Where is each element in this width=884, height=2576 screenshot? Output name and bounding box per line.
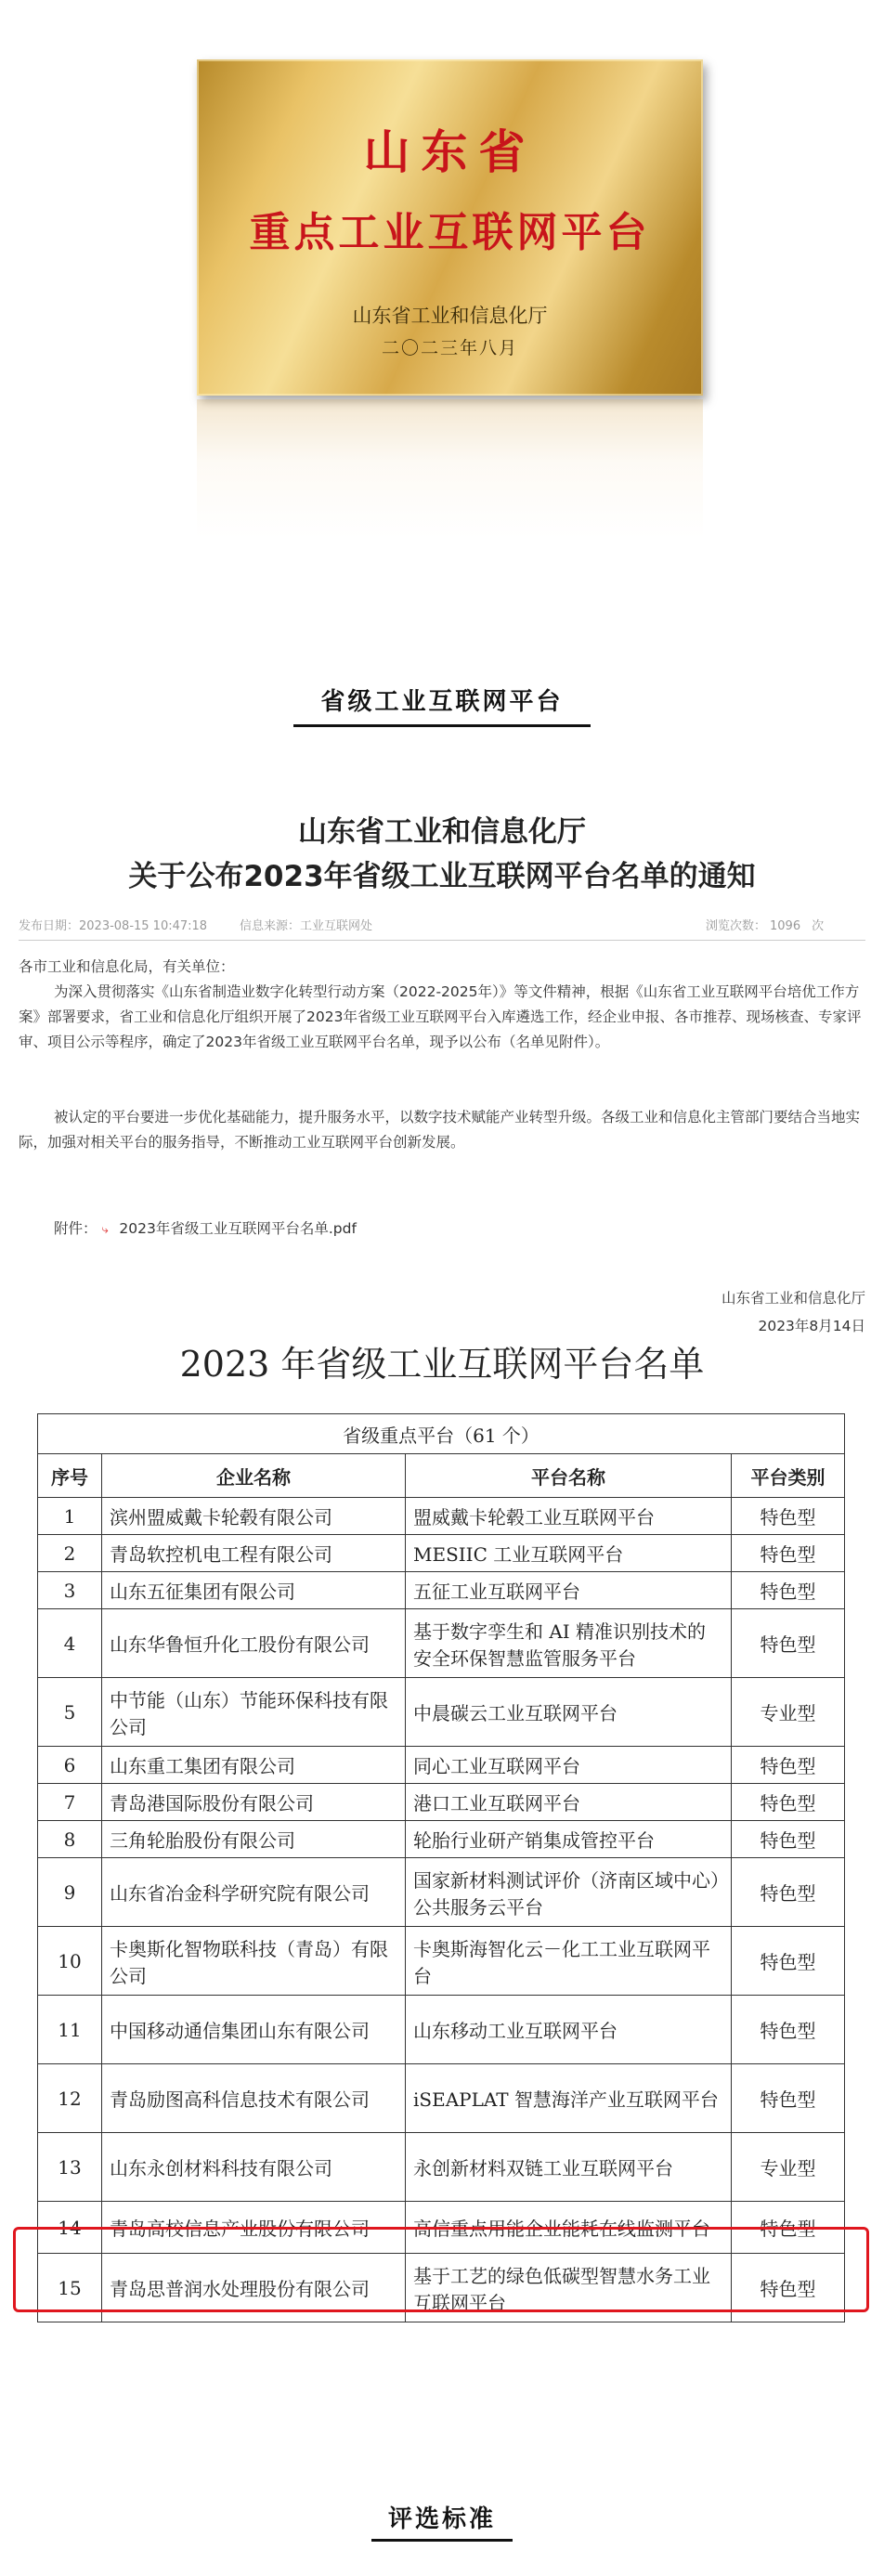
row-platform: 轮胎行业研产销集成管控平台 [406,1821,732,1858]
row-company: 山东华鲁恒升化工股份有限公司 [102,1609,406,1678]
row-platform: 盟威戴卡轮毂工业互联网平台 [406,1498,732,1535]
plaque-date: 二〇二三年八月 [381,338,518,358]
row-company: 山东永创材料科技有限公司 [102,2133,406,2202]
row-company: 滨州盟威戴卡轮毂有限公司 [102,1498,406,1535]
row-company: 山东省冶金科学研究院有限公司 [102,1858,406,1927]
signature-org: 山东省工业和信息化厅 [721,1290,865,1307]
plaque-reflection [197,399,703,539]
row-platform: 基于工艺的绿色低碳型智慧水务工业互联网平台 [406,2254,732,2322]
row-company: 青岛软控机电工程有限公司 [102,1535,406,1572]
table-row [38,1572,845,1609]
row-type: 特色型 [732,1609,845,1678]
publish-date: 发布日期：2023-08-15 10:47:18 [19,919,208,933]
row-type: 专业型 [732,1678,845,1747]
section-title-underline [293,724,591,727]
body-paragraph-1: 为深入贯彻落实《山东省制造业数字化转型行动方案（2022-2025年）》等文件精神，根据《山东省工业互联网平台培优工作方案》部署要求，省工业和信息化厅组织开展了2023年省级工业互联网平台入库遴选工作，经企业申报、各市推荐、现场核查、专家评审、项目公示等程序，确定了2023年省级工业互联网平台名单，现予以公布（名单见附件）。 [19,983,862,1050]
row-company: 青岛思普润水处理股份有限公司 [102,2254,406,2322]
table-row [38,1498,845,1535]
row-platform: 卡奥斯海智化云－化工工业互联网平台 [406,1927,732,1996]
row-index: 8 [38,1821,102,1858]
salutation: 各市工业和信息化局，有关单位： [19,958,235,975]
row-type: 特色型 [732,1858,845,1927]
row-index: 1 [38,1498,102,1535]
row-index: 9 [38,1858,102,1927]
table-row [38,1678,845,1747]
attachment [54,1217,357,1238]
header-platform: 平台名称 [406,1454,732,1498]
body-paragraph-2: 被认定的平台要进一步优化基础能力，提升服务水平，以数字技术赋能产业转型升级。各级工业和信息化主管部门要结合当地实际，加强对相关平台的服务指导，不断推动工业互联网平台创新发展。 [19,1109,861,1151]
row-platform: 五征工业互联网平台 [406,1572,732,1609]
table-row [38,1927,845,1996]
table-row [38,2133,845,2202]
row-type: 特色型 [732,1821,845,1858]
article-title-line1: 山东省工业和信息化厅 [298,815,586,849]
row-type: 专业型 [732,2133,845,2202]
table-row [38,2064,845,2133]
view-count [706,916,824,933]
row-index: 3 [38,1572,102,1609]
table-row [38,1747,845,1784]
row-company: 中节能（山东）节能环保科技有限公司 [102,1678,406,1747]
row-company: 山东重工集团有限公司 [102,1747,406,1784]
row-index: 14 [38,2202,102,2254]
table-row [38,1858,845,1927]
table-row [38,1996,845,2064]
criteria-title-underline [371,2539,513,2542]
article-title-line2: 关于公布2023年省级工业互联网平台名单的通知 [128,860,756,893]
info-source: 信息来源：工业互联网处 [240,919,373,933]
row-type: 特色型 [732,1572,845,1609]
plaque-title-line1: 山东省 [363,124,537,179]
row-platform: 高信重点用能企业能耗在线监测平台 [406,2202,732,2254]
table-header-row [38,1454,845,1498]
row-company: 青岛高校信息产业股份有限公司 [102,2202,406,2254]
table-row [38,1821,845,1858]
header-type: 平台类别 [732,1454,845,1498]
views-label: 浏览次数： [706,919,767,933]
table-caption-row [38,1414,845,1454]
signature-date: 2023年8月14日 [758,1318,865,1334]
row-platform: 永创新材料双链工业互联网平台 [406,2133,732,2202]
plaque-title-line2: 重点工业互联网平台 [249,209,651,256]
meta-divider [19,940,865,941]
row-type: 特色型 [732,2202,845,2254]
row-company: 卡奥斯化智物联科技（青岛）有限公司 [102,1927,406,1996]
row-company: 中国移动通信集团山东有限公司 [102,1996,406,2064]
row-platform: 基于数字孪生和 AI 精准识别技术的安全环保智慧监管服务平台 [406,1609,732,1678]
row-company: 青岛港国际股份有限公司 [102,1784,406,1821]
row-type: 特色型 [732,1498,845,1535]
row-index: 10 [38,1927,102,1996]
row-index: 2 [38,1535,102,1572]
highlight-box [13,2227,869,2312]
row-index: 6 [38,1747,102,1784]
row-type: 特色型 [732,1747,845,1784]
pdf-icon: ⤷ [101,1222,109,1237]
plaque-org: 山东省工业和信息化厅 [352,305,548,327]
attachment-link[interactable]: 2023年省级工业互联网平台名单.pdf [119,1220,357,1237]
header-index: 序号 [38,1454,102,1498]
table-row [38,1535,845,1572]
row-index: 13 [38,2133,102,2202]
row-index: 7 [38,1784,102,1821]
row-index: 11 [38,1996,102,2064]
row-platform: 同心工业互联网平台 [406,1747,732,1784]
row-platform: 国家新材料测试评价（济南区域中心）公共服务云平台 [406,1858,732,1927]
plaque-image [0,0,884,594]
row-type: 特色型 [732,1535,845,1572]
row-type: 特色型 [732,1996,845,2064]
row-index: 12 [38,2064,102,2133]
attachment-label: 附件： [54,1220,98,1237]
row-platform: 中晨碳云工业互联网平台 [406,1678,732,1747]
row-index: 5 [38,1678,102,1747]
row-platform: 山东移动工业互联网平台 [406,1996,732,2064]
table-caption: 省级重点平台（61 个） [38,1414,845,1454]
row-company: 山东五征集团有限公司 [102,1572,406,1609]
views-value: 1096 [770,919,801,933]
row-index: 15 [38,2254,102,2322]
row-platform: iSEAPLAT 智慧海洋产业互联网平台 [406,2064,732,2133]
row-type: 特色型 [732,1784,845,1821]
row-company: 青岛励图高科信息技术有限公司 [102,2064,406,2133]
row-index: 4 [38,1609,102,1678]
row-type: 特色型 [732,1927,845,1996]
row-company: 三角轮胎股份有限公司 [102,1821,406,1858]
section-title-criteria: 评选标准 [387,2505,496,2533]
row-type: 特色型 [732,2254,845,2322]
row-type: 特色型 [732,2064,845,2133]
row-platform: 港口工业互联网平台 [406,1784,732,1821]
gold-plaque [197,59,703,396]
header-company: 企业名称 [102,1454,406,1498]
list-title: 2023 年省级工业互联网平台名单 [179,1344,705,1385]
views-unit: 次 [812,919,825,933]
table-row [38,1609,845,1678]
platform-table [37,1413,845,2322]
section-title: 省级工业互联网平台 [320,688,564,716]
row-platform: MESIIC 工业互联网平台 [406,1535,732,1572]
table-row [38,1784,845,1821]
